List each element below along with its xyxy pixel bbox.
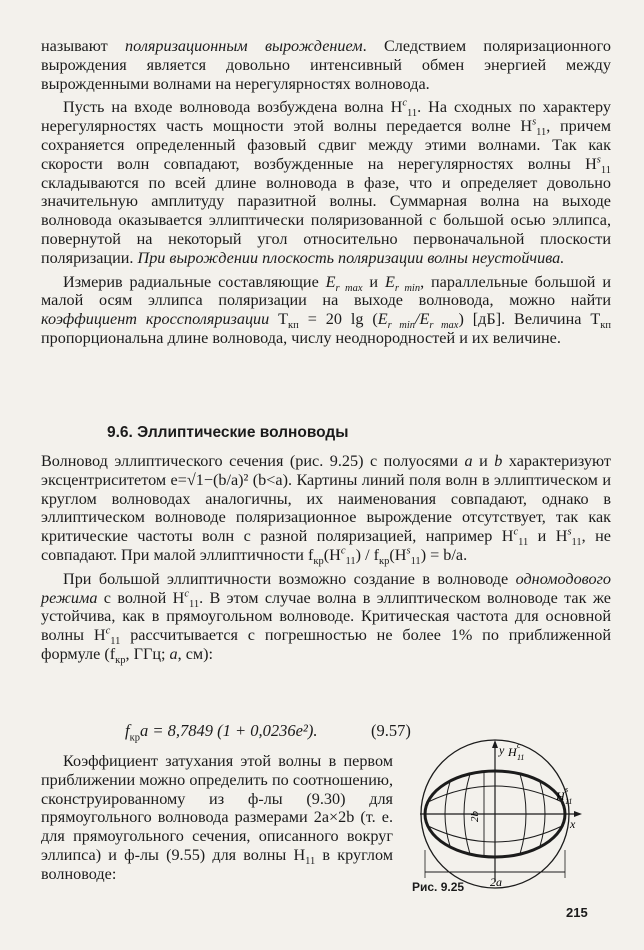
svg-text:s: s [565, 785, 569, 794]
section-number: 9.6. [107, 424, 133, 441]
paragraph-attenuation: Коэффициент затухания этой волны в первом приближении можно определить по соотношению, сконструированному из ф-лы (9.30) для прямоугольного волновода размерами 2a×2b (т. е. для прямоугольного сечения, описанного вокруг эллипса) и ф-лы (9.55) для волны $H_{11}$ в круглом волноводе: [41, 752, 393, 883]
svg-text:c: c [517, 741, 521, 750]
paragraph-polarization-degeneracy: называют поляризационным вырождением. Следствием поляризационного вырождения является довольно интенсивный обмен энергией между вырожденными волнами на нерегулярностях волновода. [41, 37, 611, 93]
figure-caption: Рис. 9.25 [412, 880, 465, 894]
label-h11c: H [508, 745, 517, 759]
paragraph-wave-excitation: Пусть на входе волновода возбуждена волна $H^c_{11}$. На сходных по характеру нерегулярностях часть мощности этой волны передается волне $H^s_{11}$, причем сохраняется определенный фазовый сдвиг между этими волнами. Так как скорости волн совпадают, возбужденные на нерегулярностях волны $H^s_{11}$ складываются по всей длине волновода в фазе, что и определяет довольно значительную амплитуду паразитной волны. Суммарная волна на выходе волновода оказывается эллиптически поляризованной с большой осью эллипса, повернутой на некоторый угол относительно первоначальной плоскости поляризации. При вырождении плоскость поляризации волны неустойчива. [41, 98, 611, 267]
section-title: Эллиптические волноводы [137, 424, 349, 441]
svg-text:11: 11 [517, 753, 525, 762]
paragraph-elliptic-waveguide: Волновод эллиптического сечения (рис. 9.25) с полуосями a и b характеризуют эксцентриситетом e=√1−(b/a)² (b<a). Картины линий поля волн в эллиптическом и круглом волноводах аналогичны, их наименования совпадают, однако в эллиптическом волноводе поляризационное вырождение отсутствует, так как критические частоты волн с разной поляризацией, например $H^c_{11}$ и $H^s_{11}$, не совпадают. При малой эллиптичности $f_{кр}(H^c_{11}) / f_{кр}(H^s_{11}) = b/a$. [41, 452, 611, 568]
label-y: y [499, 743, 505, 757]
formula-number: (9.57) [371, 721, 411, 740]
text-block-middle [41, 452, 611, 667]
text-block-top [41, 37, 611, 348]
section-heading [41, 424, 644, 442]
label-h11s: H [556, 789, 565, 803]
label-2a: 2a [490, 875, 502, 889]
figure-elliptic-waveguide [400, 732, 602, 892]
svg-text:11: 11 [565, 797, 573, 806]
text-block-bottom [41, 752, 393, 884]
formula-body: $f_{кр}a = 8,7849$ (1 + 0,0236e²). [125, 721, 318, 744]
y-arrow [492, 740, 498, 748]
paragraph-single-mode: При большой эллиптичности возможно создание в волноводе одномодового режима с волной $H^c_{11}$. В этом случае волна в эллиптическом волноводе так же устойчива, как в прямоугольном волноводе. Критическая частота для основной волны $H^c_{11}$ рассчитывается с погрешностью не более 1% по приближенной формуле ($f_{кр}$, ГГц; a, см): [41, 569, 611, 667]
page-number: 215 [566, 905, 588, 920]
paragraph-crosspolarization: Измерив радиальные составляющие $E_{r max}$ и $E_{r min}$, параллельные большой и малой осям эллипса поляризации на выходе волновода, можно найти коэффициент кроссполяризации $T_{кп} = 20$ $\lg (E_{r min}/E_{r max})$ [дБ]. Величина $T_{кп}$ пропорциональна длине волновода, числу неоднородностей и их величине. [41, 272, 611, 347]
label-x: x [570, 817, 576, 831]
label-2b: 2b [469, 811, 481, 822]
